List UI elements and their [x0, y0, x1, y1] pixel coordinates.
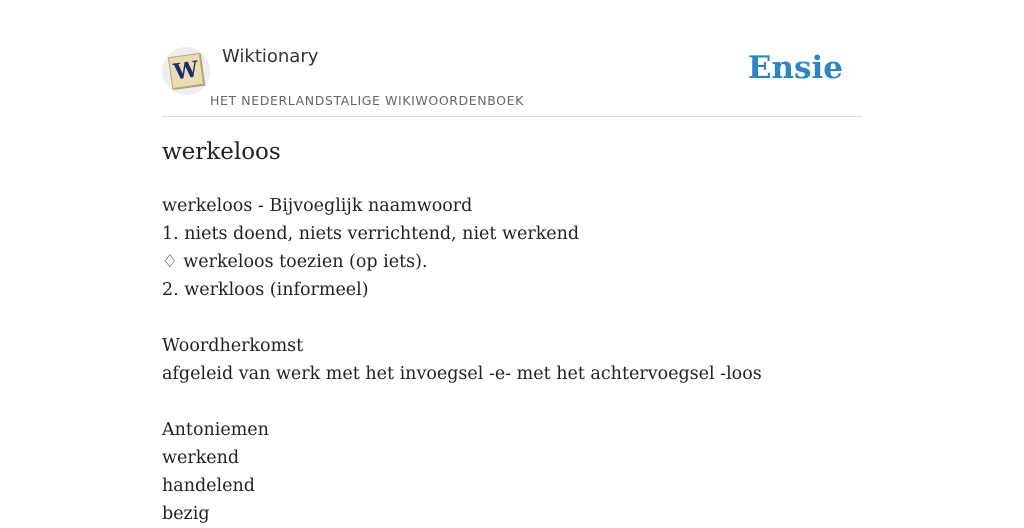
etymology-heading: Woordherkomst	[162, 336, 304, 356]
wiktionary-logo-icon[interactable]	[162, 47, 210, 95]
blank-line	[162, 304, 862, 332]
site-name[interactable]: Wiktionary	[222, 46, 319, 67]
blank-line	[162, 388, 862, 416]
example-1: ♢ werkeloos toezien (op iets).	[162, 252, 428, 272]
logo-letter: W	[171, 56, 201, 86]
antonym-item: handelend	[162, 476, 255, 496]
definition-heading: werkeloos - Bijvoeglijk naamwoord	[162, 196, 473, 216]
entry-content	[162, 192, 862, 528]
entry-title: werkeloos	[162, 139, 281, 165]
ensie-link[interactable]: Ensie	[747, 50, 843, 86]
definition-2: 2. werkloos (informeel)	[162, 280, 369, 300]
definition-1: 1. niets doend, niets verrichtend, niet werkend	[162, 224, 580, 244]
site-header	[162, 40, 862, 117]
etymology-text: afgeleid van werk met het invoegsel -e- met het achtervoegsel -loos	[162, 364, 762, 384]
site-tagline: HET NEDERLANDSTALIGE WIKIWOORDENBOEK	[210, 93, 524, 108]
antonym-item: werkend	[162, 448, 240, 468]
antonyms-heading: Antoniemen	[162, 420, 269, 440]
antonym-item: bezig	[162, 504, 210, 524]
logo-tile	[168, 53, 204, 89]
